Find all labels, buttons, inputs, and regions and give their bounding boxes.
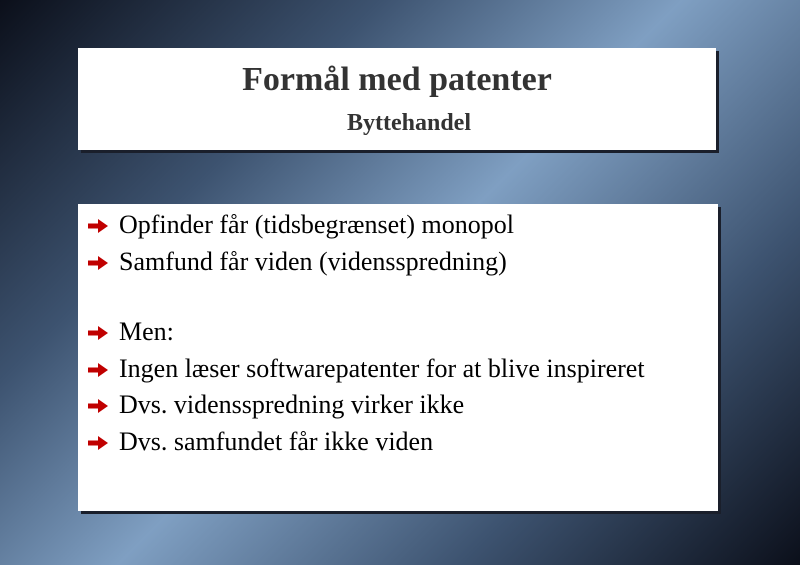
slide-title: Formål med patenter: [242, 61, 552, 98]
arrow-right-icon: [88, 436, 108, 450]
bullet-item: [78, 387, 718, 424]
content-box: [78, 204, 718, 511]
arrow-right-icon: [88, 256, 108, 270]
bullet-text: Dvs. samfundet får ikke viden: [119, 426, 434, 456]
arrow-right-icon: [88, 219, 108, 233]
slide-subtitle: Byttehandel: [346, 110, 471, 136]
arrow-right-icon: [88, 326, 108, 340]
bullet-text: Men:: [119, 317, 174, 346]
bullet-item: [78, 351, 718, 388]
title-box: [78, 48, 716, 150]
bullet-text: Samfund får viden (vidensspredning): [119, 246, 507, 276]
bullet-text: Dvs. vidensspredning virker ikke: [119, 390, 465, 419]
arrow-right-icon: [88, 363, 108, 377]
bullet-item: [78, 244, 718, 281]
arrow-right-icon: [88, 399, 108, 413]
bullet-item: [78, 424, 718, 461]
bullet-item: [78, 314, 718, 351]
bullet-text: Ingen læser softwarepatenter for at blive inspireret: [119, 353, 645, 383]
bullet-text: Opfinder får (tidsbegrænset) monopol: [119, 210, 514, 239]
spacer: [78, 280, 718, 314]
bullet-item: [78, 207, 718, 244]
